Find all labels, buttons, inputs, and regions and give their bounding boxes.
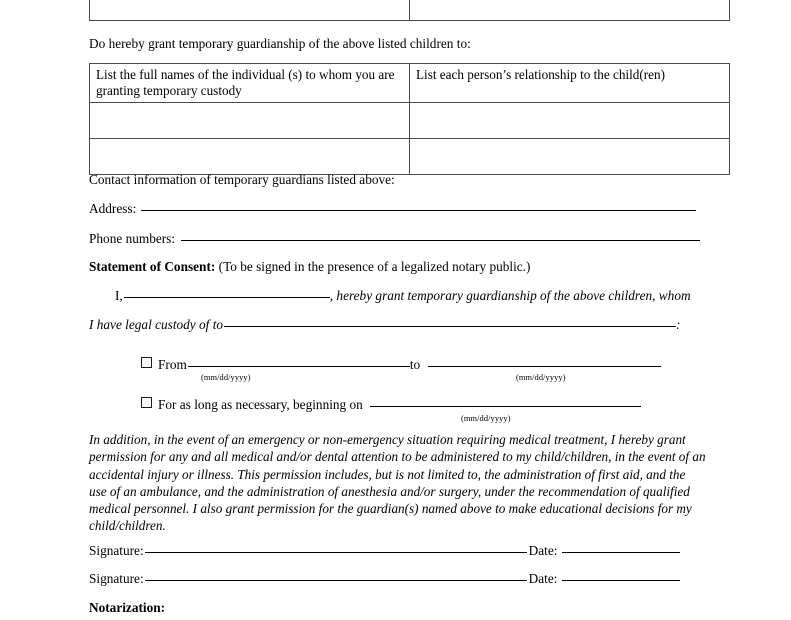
address-label: Address: <box>89 201 137 216</box>
from-date-format-hint: (mm/dd/yyyy) <box>201 373 251 382</box>
table-cell-relationship[interactable] <box>410 103 730 139</box>
table-cell-name[interactable] <box>90 139 410 175</box>
duration-indefinite-row <box>141 397 641 413</box>
to-date-format-hint: (mm/dd/yyyy) <box>516 373 566 382</box>
table-row <box>90 0 730 21</box>
date-input-line[interactable] <box>562 580 680 581</box>
grantor-name-input-line[interactable] <box>124 297 330 298</box>
consent-sentence-line-1 <box>115 288 691 304</box>
medical-consent-paragraph: In addition, in the event of an emergency or non-emergency situation requiring medical treatment, I hereby grant permission for any and all medical and/or dental attention to be administered to my child/children, in the event of an accidental injury or illness. This permission includes, but is not limited to, the administration of first aid, and the use of an ambulance, and the administration of anesthesia and/or surgery, under the recommendation of qualified medical personnel. I also grant permission for the guardian(s) named above to make educational decisions for my child/children. <box>89 432 706 534</box>
table-header-names: List the full names of the individual (s) to whom you are granting temporary custody <box>90 64 410 103</box>
phone-numbers-input-line[interactable] <box>181 240 700 241</box>
signature-input-line[interactable] <box>145 580 527 581</box>
consent-suffix: , hereby grant temporary guardianship of the above children, whom <box>329 288 691 303</box>
statement-of-consent-label: Statement of Consent: <box>89 259 216 274</box>
phone-numbers-label: Phone numbers: <box>89 231 176 246</box>
custody-suffix: : <box>676 317 681 332</box>
signature-label: Signature: <box>89 571 144 586</box>
date-label: Date: <box>528 571 558 586</box>
table-row <box>90 139 730 175</box>
signature-label: Signature: <box>89 543 144 558</box>
table-cell[interactable] <box>90 0 410 21</box>
date-label: Date: <box>528 543 558 558</box>
beginning-on-date-input-line[interactable] <box>370 406 641 407</box>
beginning-on-date-format-hint: (mm/dd/yyyy) <box>461 414 511 423</box>
custody-input-line[interactable] <box>224 326 676 327</box>
custody-prefix: I have legal custody of to <box>89 317 224 332</box>
signature-row-2 <box>89 571 680 587</box>
to-label: to <box>409 357 421 372</box>
as-long-as-necessary-label: For as long as necessary, beginning on <box>158 397 363 412</box>
table-cell-relationship[interactable] <box>410 139 730 175</box>
table-row <box>90 103 730 139</box>
address-row <box>89 201 696 217</box>
guardians-table <box>89 63 730 175</box>
table-header-relationship: List each person’s relationship to the child(ren) <box>410 64 730 103</box>
notarization-heading: Notarization: <box>89 600 166 615</box>
date-input-line[interactable] <box>562 552 680 553</box>
statement-of-consent-heading <box>89 259 530 275</box>
address-input-line[interactable] <box>141 210 696 211</box>
consent-prefix: I, <box>115 288 123 303</box>
contact-information-heading: Contact information of temporary guardians listed above: <box>89 172 395 187</box>
checkbox-from-to[interactable] <box>141 357 152 368</box>
intro-line: Do hereby grant temporary guardianship of the above listed children to: <box>89 36 471 51</box>
phone-numbers-row <box>89 231 700 247</box>
previous-section-table-fragment <box>89 0 730 21</box>
duration-from-row <box>141 357 661 373</box>
to-date-input-line[interactable] <box>428 366 661 367</box>
signature-row-1 <box>89 543 680 559</box>
from-date-input-line[interactable] <box>188 366 410 367</box>
table-cell[interactable] <box>410 0 730 21</box>
statement-of-consent-note: (To be signed in the presence of a legalized notary public.) <box>215 259 531 274</box>
signature-input-line[interactable] <box>145 552 527 553</box>
from-label: From <box>158 357 187 372</box>
table-cell-name[interactable] <box>90 103 410 139</box>
table-header-row <box>90 64 730 103</box>
consent-sentence-line-2 <box>89 317 680 333</box>
checkbox-as-long-as-necessary[interactable] <box>141 397 152 408</box>
